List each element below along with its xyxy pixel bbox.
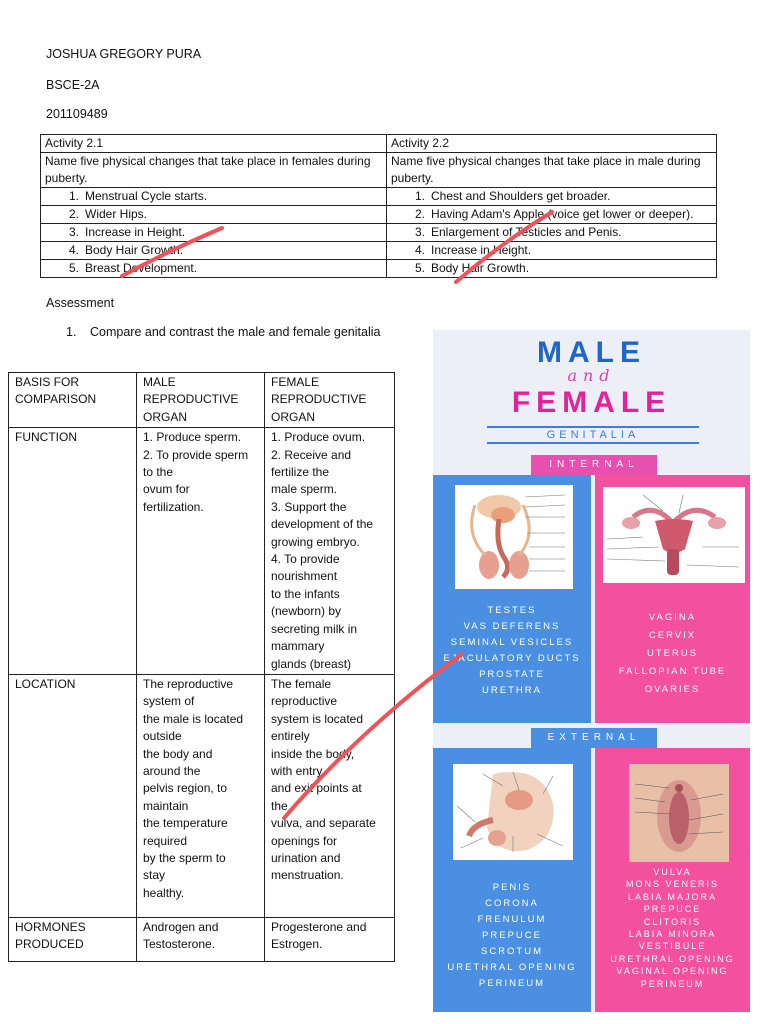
list-item: PROSTATE bbox=[479, 669, 545, 680]
cell-line: the bbox=[271, 798, 288, 813]
cell-line: ORGAN bbox=[271, 409, 316, 424]
comparison-table bbox=[8, 372, 395, 962]
male-change-4: Increase in Height. bbox=[431, 243, 532, 257]
internal-female-list bbox=[595, 609, 750, 699]
list-item: SCROTUM bbox=[480, 946, 544, 957]
activity-2-2-prompt: Name five physical changes that take place in male during puberty. bbox=[387, 153, 717, 188]
female-change-2: Wider Hips. bbox=[85, 207, 148, 221]
list-item: LABIA MINORA bbox=[628, 929, 717, 940]
list-item: EJACULATORY DUCTS bbox=[443, 653, 581, 664]
list-item: PERINEUM bbox=[640, 978, 705, 989]
list-number: 2. bbox=[414, 207, 425, 221]
list-item: URETHRAL OPENING bbox=[447, 962, 577, 973]
female-external-diagram bbox=[629, 764, 729, 862]
cell-line: to the infants bbox=[271, 586, 340, 601]
female-internal-anatomy-icon bbox=[603, 487, 745, 583]
row-function-female bbox=[265, 428, 395, 675]
list-item: SEMINAL VESICLES bbox=[450, 637, 574, 648]
cell-line: growing embryo. bbox=[271, 534, 360, 549]
list-item: OVARIES bbox=[644, 684, 701, 695]
external-male-panel bbox=[433, 748, 591, 1012]
female-change-5: Breast Development. bbox=[85, 261, 198, 275]
activity-2-1-prompt: Name five physical changes that take place in females during puberty. bbox=[41, 153, 387, 188]
cell-line: (newborn) by bbox=[271, 604, 342, 619]
list-item bbox=[387, 188, 717, 206]
male-change-2: Having Adam's Apple (voice get lower or deeper). bbox=[431, 207, 694, 221]
cell-line: around the bbox=[143, 763, 201, 778]
row-location-female bbox=[265, 674, 395, 917]
genitalia-infographic bbox=[433, 330, 750, 1012]
cell-line: The reproductive bbox=[143, 676, 234, 691]
cell-line: system of bbox=[143, 694, 195, 709]
list-number: 3. bbox=[68, 225, 79, 239]
cell-line: menstruation. bbox=[271, 868, 344, 883]
cell-line: FUNCTION bbox=[15, 430, 77, 445]
cell-line: MALE bbox=[143, 375, 176, 389]
row-function-basis bbox=[9, 428, 137, 675]
table-row bbox=[41, 188, 717, 206]
cell-line: system is located bbox=[271, 711, 364, 726]
male-external-diagram bbox=[453, 764, 573, 860]
list-item: VAGINA bbox=[648, 612, 697, 623]
question bbox=[66, 325, 380, 339]
list-item: MONS VENERIS bbox=[625, 879, 719, 890]
header-male bbox=[137, 373, 265, 428]
list-number: 2. bbox=[68, 207, 79, 221]
activity-2-1-title: Activity 2.1 bbox=[41, 135, 387, 153]
question-number: 1. bbox=[66, 325, 77, 339]
external-female-list bbox=[595, 866, 750, 990]
assessment-heading: Assessment bbox=[46, 296, 115, 310]
cell-line: REPRODUCTIVE bbox=[143, 392, 239, 407]
male-external-anatomy-icon bbox=[453, 764, 573, 860]
list-item: FRENULUM bbox=[477, 914, 547, 925]
table-row bbox=[41, 135, 717, 153]
list-number: 1. bbox=[68, 189, 79, 203]
cell-line: 3. Support the bbox=[271, 499, 347, 514]
row-hormones-basis bbox=[9, 917, 137, 961]
male-internal-diagram bbox=[455, 485, 573, 589]
infographic-title-and: and bbox=[567, 366, 616, 385]
list-number: 4. bbox=[68, 243, 79, 257]
cell-line: ORGAN bbox=[143, 409, 188, 424]
table-row bbox=[41, 153, 717, 188]
student-id: 201109489 bbox=[46, 107, 108, 121]
infographic-subtitle: GENITALIA bbox=[487, 426, 699, 444]
male-change-3: Enlargement of Testicles and Penis. bbox=[431, 225, 622, 239]
activity-2-2-title: Activity 2.2 bbox=[387, 135, 717, 153]
cell-line: the male is located bbox=[143, 711, 244, 726]
list-item: URETHRA bbox=[482, 685, 542, 696]
infographic-title-male: MALE bbox=[537, 336, 646, 369]
female-change-1: Menstrual Cycle starts. bbox=[85, 189, 208, 203]
male-change-5: Body Hair Growth. bbox=[431, 261, 530, 275]
list-item: PERINEUM bbox=[478, 978, 546, 989]
list-item: CLITORIS bbox=[643, 916, 702, 927]
cell-line: REPRODUCTIVE bbox=[271, 392, 367, 407]
table-row bbox=[9, 674, 395, 917]
cell-line: Progesterone and bbox=[271, 919, 367, 934]
female-internal-diagram bbox=[603, 487, 745, 583]
list-item: PREPUCE bbox=[643, 904, 702, 915]
row-location-basis bbox=[9, 674, 137, 917]
list-item bbox=[41, 260, 387, 278]
cell-line: mammary bbox=[271, 639, 325, 654]
list-item bbox=[41, 206, 387, 224]
cell-line: PRODUCED bbox=[15, 937, 84, 952]
list-number: 5. bbox=[414, 261, 425, 275]
list-number: 1. bbox=[414, 189, 425, 203]
cell-line: stay bbox=[143, 868, 166, 883]
female-change-3: Increase in Height. bbox=[85, 225, 186, 239]
list-item bbox=[41, 242, 387, 260]
table-row bbox=[41, 206, 717, 224]
table-row bbox=[9, 428, 395, 675]
list-item: URETHRAL OPENING bbox=[610, 953, 735, 964]
cell-line: 2. To provide sperm bbox=[143, 447, 249, 462]
list-item: TESTES bbox=[487, 605, 537, 616]
cell-line: inside the body, bbox=[271, 746, 355, 761]
male-change-1: Chest and Shoulders get broader. bbox=[431, 189, 611, 203]
cell-line: the temperature bbox=[143, 816, 228, 831]
cell-line: and exit points at bbox=[271, 781, 362, 796]
cell-line: fertilization. bbox=[143, 499, 204, 514]
cell-line: fertilize the bbox=[271, 465, 330, 480]
cell-line: The female bbox=[271, 676, 332, 691]
table-row bbox=[41, 224, 717, 242]
table-row bbox=[41, 260, 717, 278]
cell-line: 1. Produce ovum. bbox=[271, 430, 366, 445]
internal-male-list bbox=[433, 603, 591, 699]
external-female-panel bbox=[595, 748, 750, 1012]
cell-line: reproductive bbox=[271, 694, 338, 709]
student-section: BSCE-2A bbox=[46, 78, 100, 92]
list-item: PREPUCE bbox=[482, 930, 542, 941]
cell-line: entirely bbox=[271, 729, 310, 744]
list-item: VULVA bbox=[653, 867, 692, 877]
list-number: 5. bbox=[68, 261, 79, 275]
cell-line: Testosterone. bbox=[143, 937, 216, 952]
list-item bbox=[41, 188, 387, 206]
cell-line: Estrogen. bbox=[271, 937, 323, 952]
list-item bbox=[387, 260, 717, 278]
list-item: VAGINAL OPENING bbox=[616, 966, 729, 977]
internal-banner: INTERNAL bbox=[531, 455, 657, 475]
list-item bbox=[387, 242, 717, 260]
male-internal-anatomy-icon bbox=[455, 485, 573, 589]
cell-line: development of the bbox=[271, 517, 374, 532]
cell-line: 1. Produce sperm. bbox=[143, 430, 242, 445]
list-item: PENIS bbox=[492, 882, 532, 893]
table-row bbox=[9, 917, 395, 961]
question-text: Compare and contrast the male and female genitalia bbox=[90, 325, 381, 339]
external-male-list bbox=[433, 880, 591, 992]
cell-line: COMPARISON bbox=[15, 392, 97, 407]
list-number: 4. bbox=[414, 243, 425, 257]
cell-line: BASIS FOR bbox=[15, 375, 80, 389]
cell-line: by the sperm to bbox=[143, 850, 226, 865]
row-function-male bbox=[137, 428, 265, 675]
cell-line: ovum for bbox=[143, 482, 190, 497]
cell-line: LOCATION bbox=[15, 676, 76, 691]
internal-female-panel bbox=[595, 475, 750, 723]
list-item: VAS DEFERENS bbox=[463, 621, 561, 632]
list-item: CORONA bbox=[485, 898, 539, 909]
cell-line: Androgen and bbox=[143, 919, 219, 934]
cell-line: HORMONES bbox=[15, 919, 86, 934]
cell-line: the body and bbox=[143, 746, 213, 761]
list-item bbox=[41, 224, 387, 242]
cell-line: pelvis region, to bbox=[143, 781, 228, 796]
cell-line: nourishment bbox=[271, 569, 338, 584]
cell-line: urination and bbox=[271, 850, 341, 865]
list-item: FALLOPIAN TUBE bbox=[618, 666, 727, 677]
student-name: JOSHUA GREGORY PURA bbox=[46, 47, 202, 61]
infographic-title-female: FEMALE bbox=[511, 386, 672, 419]
cell-line: 4. To provide bbox=[271, 552, 340, 567]
external-banner: EXTERNAL bbox=[531, 728, 657, 748]
list-item: VESTIBULE bbox=[638, 941, 707, 952]
cell-line: vulva, and separate bbox=[271, 816, 376, 831]
row-hormones-female bbox=[265, 917, 395, 961]
table-row bbox=[41, 242, 717, 260]
list-item: UTERUS bbox=[646, 648, 699, 659]
internal-male-panel bbox=[433, 475, 591, 723]
cell-line: glands (breast) bbox=[271, 656, 352, 671]
cell-line: with entry bbox=[271, 763, 323, 778]
list-item: LABIA MAJORA bbox=[627, 891, 718, 902]
table-header-row bbox=[9, 373, 395, 428]
row-location-male bbox=[137, 674, 265, 917]
cell-line: FEMALE bbox=[271, 375, 320, 389]
row-hormones-male bbox=[137, 917, 265, 961]
cell-line: male sperm. bbox=[271, 482, 338, 497]
female-external-anatomy-icon bbox=[629, 764, 729, 862]
list-item bbox=[387, 224, 717, 242]
cell-line: required bbox=[143, 833, 188, 848]
list-item: CERVIX bbox=[648, 630, 697, 641]
cell-line: outside bbox=[143, 729, 182, 744]
cell-line: 2. Receive and bbox=[271, 447, 352, 462]
list-number: 3. bbox=[414, 225, 425, 239]
cell-line: to the bbox=[143, 465, 174, 480]
header-female bbox=[265, 373, 395, 428]
cell-line: healthy. bbox=[143, 885, 185, 900]
list-item bbox=[387, 206, 717, 224]
cell-line: secreting milk in bbox=[271, 621, 358, 636]
activities-table bbox=[40, 134, 717, 278]
header-basis bbox=[9, 373, 137, 428]
cell-line: maintain bbox=[143, 798, 189, 813]
cell-line: openings for bbox=[271, 833, 338, 848]
female-change-4: Body Hair Growth. bbox=[85, 243, 184, 257]
